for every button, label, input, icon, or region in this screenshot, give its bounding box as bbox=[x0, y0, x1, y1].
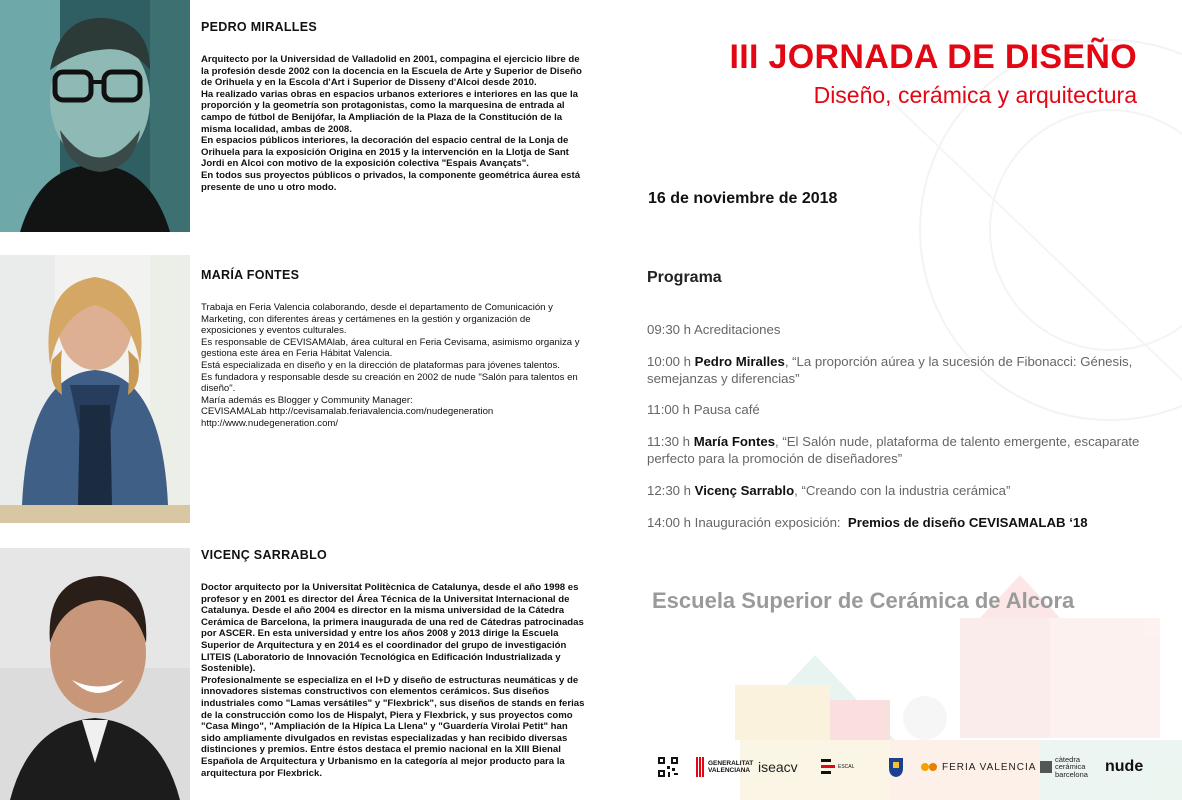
crest-logo bbox=[888, 752, 904, 782]
escal-logo bbox=[821, 752, 854, 782]
program-item bbox=[647, 322, 1167, 339]
program-text: Acreditaciones bbox=[693, 322, 781, 337]
generalitat-logo bbox=[696, 752, 753, 782]
program-time: 14:00 h bbox=[647, 515, 691, 530]
program-item bbox=[647, 515, 1167, 532]
bio-paragraph: Trabaja en Feria Valencia colaborando, desde el departamento de Comunicación y Marketing, con diferentes áreas y certámenes en la gestión y organización de exposiciones y eventos culturales. bbox=[201, 302, 553, 337]
catedra-line1: càtedra bbox=[1055, 754, 1081, 764]
program-speaker: María Fontes bbox=[693, 434, 776, 449]
event-panel bbox=[590, 0, 1182, 800]
iseacv-logo: iseacv bbox=[758, 759, 798, 775]
photo-maria-fontes bbox=[0, 255, 190, 523]
bio-link[interactable]: CEVISAMALab http://cevisamalab.feriavalencia.com/nudegeneration bbox=[201, 406, 494, 418]
event-title bbox=[730, 38, 1137, 77]
background-decoration bbox=[590, 0, 1182, 800]
generalitat-line2: VALENCIANA bbox=[708, 767, 751, 774]
program-highlight: Premios de diseño CEVISAMALAB ‘18 bbox=[847, 515, 1088, 530]
bio-paragraph: Es fundadora y responsable desde su creación en 2002 de nude "Salón para talentos en diseño". bbox=[201, 371, 578, 395]
bio-text bbox=[201, 54, 586, 193]
program-time: 11:30 h bbox=[647, 434, 691, 449]
bio-paragraph: En espacios públicos interiores, la decoración del espacio central de la Lonja de Orihuela para la exposición Origina en 2015 y la intervención en la Llotja de Sant Jordi en Alcoi con motivo de la exposición colectiva "Espais Avançats". bbox=[201, 135, 569, 170]
bio-vicenc-sarrablo bbox=[201, 548, 586, 779]
event-date: 16 de noviembre de 2018 bbox=[648, 190, 838, 207]
program-item bbox=[647, 483, 1167, 500]
catedra-ceramica-logo bbox=[1040, 752, 1088, 782]
title-roman-numeral: III bbox=[729, 38, 759, 76]
program-text: , “Creando con la industria cerámica” bbox=[794, 483, 1011, 498]
program-text: , “La proporción aúrea y la sucesión de Fibonacci: Génesis, semejanzas y diferencias” bbox=[647, 354, 1133, 386]
program-text: Inauguración exposición: bbox=[694, 515, 841, 530]
sponsor-logos bbox=[648, 752, 1168, 782]
qr-code-icon bbox=[658, 752, 678, 782]
program-time: 10:00 h bbox=[647, 354, 691, 369]
bio-paragraph: Está especializada en diseño y en la dirección de plataformas para jóvenes talentos. bbox=[201, 359, 560, 371]
catedra-mark-icon bbox=[1040, 761, 1052, 773]
program-time: 09:30 h bbox=[647, 322, 691, 337]
bio-paragraph: En todos sus proyectos públicos o privados, la componente geométrica áurea está presente de uno u otro modo. bbox=[201, 169, 581, 193]
bio-pedro-miralles bbox=[201, 20, 586, 193]
photo-pedro-miralles bbox=[0, 0, 190, 232]
bio-name: MARÍA FONTES bbox=[201, 268, 300, 282]
bio-text bbox=[201, 302, 586, 430]
program-heading: Programa bbox=[647, 269, 722, 286]
bio-paragraph: Ha realizado varias obras en espacios urbanos exteriores e interiores en las que la proporción y la geometría son protagonistas, como la marquesina de entrada al campo de fútbol de Benijófar, la Ampliación de la Plaza de la Constitución de la misma localidad, ambas de 2008. bbox=[201, 88, 578, 135]
program-text: , “El Salón nude, plataforma de talento emergente, escaparate perfecto para la promoción de diseñadores” bbox=[647, 434, 1140, 466]
program-text: Pausa café bbox=[693, 402, 760, 417]
catedra-line3: barcelona bbox=[1055, 769, 1088, 779]
title-text: JORNADA DE DISEÑO bbox=[768, 38, 1137, 76]
generalitat-stripes-icon bbox=[696, 757, 704, 777]
bio-name: VICENÇ SARRABLO bbox=[201, 548, 328, 562]
photo-vicenc-sarrablo bbox=[0, 548, 190, 800]
bio-paragraph: Es responsable de CEVISAMAlab, área cultural en Feria Cevisama, asimismo organiza y gestiona este área en Feria Hábitat Valencia. bbox=[201, 336, 580, 360]
program-item bbox=[647, 402, 1167, 419]
feria-text: FERIA VALENCIA bbox=[942, 761, 1037, 773]
feria-valencia-logo bbox=[920, 752, 1036, 782]
bio-link[interactable]: http://www.nudegeneration.com/ bbox=[201, 417, 339, 429]
bio-paragraph: Doctor arquitecto por la Universitat Politècnica de Catalunya, desde el año 1998 es profesor y en 2001 es director del Área Técnica de la Universitat Internacional de Catalunya. Desde el año 2004 es director en la misma universidad de la Cátedra Cerámica de Barcelona, la primera inaugurada de una red de Cátedras patrocinadas por ASCER. En esta universidad y entre los años 2008 y 2013 dirige la Escuela Superior de Arquitectura y en 2014 es el coordinador del grupo de investigación LITEIS (Laboratorio de Innovación Tecnológica en Edificación Industrializada y Sostenible). bbox=[201, 582, 584, 675]
bio-paragraph: Arquitecto por la Universidad de Valladolid en 2001, compagina el ejercicio libre de la profesión desde 2002 con la docencia en la Escuela de Arte y Superior de Diseño de Orihuela y en la Escola d'Art i Superior de Disseny d'Alcoi desde 2010. bbox=[201, 54, 582, 89]
program-time: 12:30 h bbox=[647, 483, 691, 498]
feria-mark-icon bbox=[920, 760, 938, 774]
nude-logo: nude bbox=[1105, 758, 1144, 775]
escal-text: ESCAL bbox=[838, 764, 855, 770]
program-item bbox=[647, 354, 1167, 387]
bio-text bbox=[201, 582, 586, 779]
catedra-line2: cerámica bbox=[1055, 762, 1086, 772]
program-speaker: Vicenç Sarrablo bbox=[694, 483, 795, 498]
escal-mark-icon bbox=[821, 757, 835, 777]
program-time: 11:00 h bbox=[647, 402, 691, 417]
bio-maria-fontes bbox=[201, 268, 586, 430]
bio-paragraph: María además es Blogger y Community Manager: bbox=[201, 394, 413, 406]
event-subtitle: Diseño, cerámica y arquitectura bbox=[813, 82, 1137, 108]
school-name: Escuela Superior de Cerámica de Alcora bbox=[652, 588, 1075, 613]
bio-paragraph: Profesionalmente se especializa en el I+D y diseño de estructuras neumáticas y de innovadores sistemas constructivos con elementos cerámicos. Sus diseños industriales como "Lamas versátiles" y "Flexbrick", sus diseños de stands en ferias de la construcción como los de Hispalyt, Piera y Flexbrick, y sus proyectos como "Casa Mingo", "Ampliación de la Hípica La Llena" y "Guardería Virolai Petit" han sido ampliamente divulgados en revistas especializadas y han recibido diversas distinciones y premios. Entre éstos destaca el premio nacional en la XIII Bienal Española de Arquitectura y Urbanismo en la categoría al mejor producto para la arquitectura por Flexbrick. bbox=[201, 674, 585, 779]
bio-name: PEDRO MIRALLES bbox=[201, 20, 318, 34]
program-speaker: Pedro Miralles bbox=[694, 354, 785, 369]
program-item bbox=[647, 434, 1167, 467]
generalitat-line1: GENERALITAT bbox=[708, 759, 754, 767]
